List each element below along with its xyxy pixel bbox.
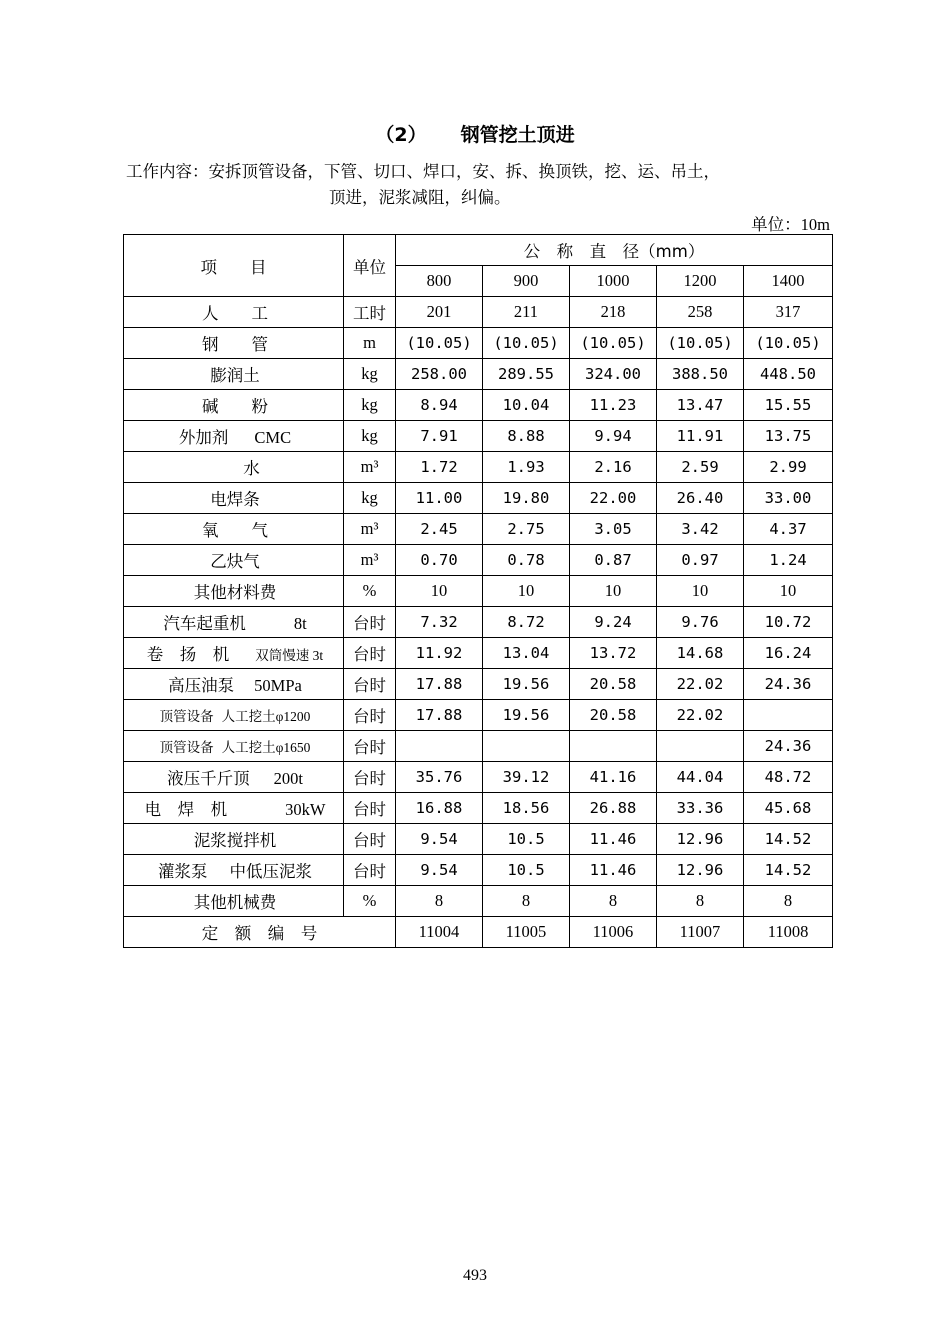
row-unit: kg (344, 359, 396, 390)
row-item-spec: 200t (273, 769, 303, 788)
table-row (124, 421, 833, 452)
row-value: 388.50 (657, 359, 744, 390)
row-value: 39.12 (483, 762, 570, 793)
row-value: 4.37 (744, 514, 833, 545)
row-value: 11.46 (570, 824, 657, 855)
row-value: 22.02 (657, 700, 744, 731)
row-value: (10.05) (483, 328, 570, 359)
row-value: 33.00 (744, 483, 833, 514)
row-value: 8.72 (483, 607, 570, 638)
row-unit: 台时 (344, 638, 396, 669)
row-item-spec: 50MPa (254, 676, 302, 695)
row-unit: % (344, 886, 396, 917)
row-item-name: 灌浆泵 (158, 862, 208, 881)
row-value: 16.88 (396, 793, 483, 824)
quota-code: 11007 (657, 917, 744, 948)
row-item (124, 545, 344, 576)
row-item-name: 汽车起重机 (163, 614, 246, 633)
row-item (124, 359, 344, 390)
row-value: 41.16 (570, 762, 657, 793)
row-unit: 工时 (344, 297, 396, 328)
row-unit: 台时 (344, 855, 396, 886)
row-value: 11.92 (396, 638, 483, 669)
row-item (124, 607, 344, 638)
row-item-name: 其他材料费 (193, 583, 277, 602)
row-value: 258 (657, 297, 744, 328)
page-number: 493 (463, 1267, 487, 1284)
row-value: 19.80 (483, 483, 570, 514)
row-value: 8.88 (483, 421, 570, 452)
row-value: 35.76 (396, 762, 483, 793)
row-item-name: 膨润土 (210, 366, 260, 385)
quota-code: 11006 (570, 917, 657, 948)
row-unit: m³ (344, 545, 396, 576)
row-value: 8 (657, 886, 744, 917)
row-unit: 台时 (344, 824, 396, 855)
row-value: 10.5 (483, 824, 570, 855)
row-value: 0.97 (657, 545, 744, 576)
row-value: 17.88 (396, 669, 483, 700)
table-row (124, 824, 833, 855)
row-unit: 台时 (344, 700, 396, 731)
row-item-name: 其他机械费 (193, 893, 277, 912)
row-value: 10 (657, 576, 744, 607)
row-item (124, 452, 344, 483)
row-item (124, 824, 344, 855)
unit-note-value: 10m (800, 215, 830, 234)
table-row (124, 700, 833, 731)
header-diameter: 900 (483, 266, 570, 297)
row-item-spec: 人工挖土φ1200 (221, 709, 311, 724)
row-value: 10 (570, 576, 657, 607)
row-value: 9.54 (396, 855, 483, 886)
quota-code: 11008 (744, 917, 833, 948)
row-unit: 台时 (344, 731, 396, 762)
row-value: 19.56 (483, 669, 570, 700)
row-item-spec: 中低压泥浆 (229, 862, 312, 881)
row-value: 1.24 (744, 545, 833, 576)
row-value: 9.94 (570, 421, 657, 452)
row-value: 14.68 (657, 638, 744, 669)
quota-code-label: 定 额 编 号 (124, 917, 396, 948)
table-row (124, 638, 833, 669)
row-value: 22.00 (570, 483, 657, 514)
row-value: 324.00 (570, 359, 657, 390)
section-heading: 钢管挖土顶进 (460, 124, 575, 146)
row-value: 12.96 (657, 855, 744, 886)
row-item-name: 泥浆搅拌机 (193, 831, 277, 850)
row-item (124, 731, 344, 762)
row-item-name: 顶管设备 (159, 740, 214, 756)
row-item-name: 电 焊 机 (144, 800, 228, 819)
row-value: 8 (570, 886, 657, 917)
row-value: 45.68 (744, 793, 833, 824)
row-value: (10.05) (396, 328, 483, 359)
row-value: 11.00 (396, 483, 483, 514)
row-value: 8 (744, 886, 833, 917)
row-value: 48.72 (744, 762, 833, 793)
quota-table (123, 234, 833, 948)
row-value: 3.42 (657, 514, 744, 545)
row-value: 7.91 (396, 421, 483, 452)
row-item (124, 855, 344, 886)
row-value: 14.52 (744, 855, 833, 886)
row-item-name: 氧 气 (202, 521, 268, 540)
table-body (124, 297, 833, 917)
header-diameter: 1400 (744, 266, 833, 297)
row-unit: m³ (344, 452, 396, 483)
row-item-name: 电焊条 (210, 490, 260, 509)
table-row (124, 886, 833, 917)
row-value: 218 (570, 297, 657, 328)
row-value: 0.87 (570, 545, 657, 576)
row-value: 10 (744, 576, 833, 607)
row-value (744, 700, 833, 731)
table-row (124, 576, 833, 607)
row-value: 10 (483, 576, 570, 607)
row-value: 11.91 (657, 421, 744, 452)
row-item (124, 483, 344, 514)
row-unit: 台时 (344, 669, 396, 700)
row-unit: 台时 (344, 607, 396, 638)
header-unit: 单位 (344, 235, 396, 297)
row-item-name: 液压千斤顶 (167, 769, 250, 788)
row-unit: % (344, 576, 396, 607)
row-value (396, 731, 483, 762)
row-value: 10.72 (744, 607, 833, 638)
row-item (124, 297, 344, 328)
row-value: 10.5 (483, 855, 570, 886)
table-row (124, 514, 833, 545)
row-value: 9.76 (657, 607, 744, 638)
table-row (124, 607, 833, 638)
table-row (124, 545, 833, 576)
row-value: 8.94 (396, 390, 483, 421)
row-value: 20.58 (570, 669, 657, 700)
row-value: 11.23 (570, 390, 657, 421)
row-value: 10.04 (483, 390, 570, 421)
row-value: 14.52 (744, 824, 833, 855)
row-value: 3.05 (570, 514, 657, 545)
work-content-line-2: 顶进，泥浆减阻，纠偏。 (329, 188, 511, 207)
row-value: (10.05) (744, 328, 833, 359)
row-unit: 台时 (344, 762, 396, 793)
row-value: 201 (396, 297, 483, 328)
row-value: 7.32 (396, 607, 483, 638)
row-item (124, 762, 344, 793)
row-value (570, 731, 657, 762)
header-diameter-group: 公 称 直 径（mm） (396, 235, 833, 266)
row-item (124, 886, 344, 917)
table-row (124, 390, 833, 421)
row-item (124, 793, 344, 824)
table-header-row (124, 235, 833, 266)
row-value: 18.56 (483, 793, 570, 824)
row-value: 26.88 (570, 793, 657, 824)
header-item: 项 目 (124, 235, 344, 297)
row-value: 0.78 (483, 545, 570, 576)
row-item-name: 乙炔气 (210, 552, 260, 571)
row-value: 1.72 (396, 452, 483, 483)
header-diameter: 800 (396, 266, 483, 297)
table-row (124, 855, 833, 886)
row-value: 2.99 (744, 452, 833, 483)
row-item-spec: CMC (254, 428, 292, 447)
table-row (124, 359, 833, 390)
row-value: 8 (396, 886, 483, 917)
quota-code: 11005 (483, 917, 570, 948)
row-value: 16.24 (744, 638, 833, 669)
row-value: 289.55 (483, 359, 570, 390)
row-unit: 台时 (344, 793, 396, 824)
table-row (124, 297, 833, 328)
row-value: 0.70 (396, 545, 483, 576)
row-value: 1.93 (483, 452, 570, 483)
row-item-name: 钢 管 (202, 335, 268, 354)
section-number: （2） (375, 124, 427, 146)
row-unit: kg (344, 421, 396, 452)
row-value: 258.00 (396, 359, 483, 390)
row-value: 211 (483, 297, 570, 328)
row-value: 2.59 (657, 452, 744, 483)
table-row (124, 762, 833, 793)
row-item (124, 390, 344, 421)
header-diameter: 1200 (657, 266, 744, 297)
row-value: 26.40 (657, 483, 744, 514)
row-value (657, 731, 744, 762)
unit-note (751, 211, 830, 235)
row-value: 10 (396, 576, 483, 607)
row-value: 33.36 (657, 793, 744, 824)
row-item (124, 669, 344, 700)
row-item-name: 人 工 (202, 304, 268, 323)
row-value: 8 (483, 886, 570, 917)
row-value: 2.75 (483, 514, 570, 545)
row-item-name: 卷 扬 机 (146, 645, 230, 664)
table-row (124, 731, 833, 762)
row-value: 11.46 (570, 855, 657, 886)
quota-code: 11004 (396, 917, 483, 948)
row-item-spec: 双筒慢速 3t (255, 648, 324, 663)
row-item (124, 700, 344, 731)
row-value: 13.47 (657, 390, 744, 421)
row-value: 9.54 (396, 824, 483, 855)
row-item-name: 水 (210, 459, 260, 478)
row-value: 317 (744, 297, 833, 328)
row-item (124, 514, 344, 545)
table-row (124, 328, 833, 359)
row-value: 13.75 (744, 421, 833, 452)
row-item-name: 高压油泵 (168, 676, 235, 695)
row-item (124, 638, 344, 669)
table-row (124, 669, 833, 700)
unit-note-prefix: 单位： (751, 215, 801, 234)
row-value: 44.04 (657, 762, 744, 793)
row-item-spec: 8t (293, 614, 307, 633)
row-value: (10.05) (570, 328, 657, 359)
table-row (124, 452, 833, 483)
row-item (124, 576, 344, 607)
row-value: 2.16 (570, 452, 657, 483)
row-item-spec: 人工挖土φ1650 (221, 740, 311, 755)
row-value: 15.55 (744, 390, 833, 421)
row-value: 19.56 (483, 700, 570, 731)
row-value: (10.05) (657, 328, 744, 359)
row-value: 22.02 (657, 669, 744, 700)
row-item (124, 328, 344, 359)
row-item-name: 外加剂 (178, 428, 229, 447)
row-value: 9.24 (570, 607, 657, 638)
row-value: 13.72 (570, 638, 657, 669)
row-value: 2.45 (396, 514, 483, 545)
header-diameter: 1000 (570, 266, 657, 297)
row-item-name: 碱 粉 (202, 397, 268, 416)
row-value (483, 731, 570, 762)
row-value: 24.36 (744, 669, 833, 700)
row-value: 448.50 (744, 359, 833, 390)
row-item-spec: 30kW (285, 800, 326, 819)
row-value: 20.58 (570, 700, 657, 731)
row-item-name: 顶管设备 (159, 709, 214, 725)
row-unit: kg (344, 390, 396, 421)
section-title (0, 120, 950, 147)
row-value: 12.96 (657, 824, 744, 855)
row-value: 17.88 (396, 700, 483, 731)
row-value: 24.36 (744, 731, 833, 762)
table-row (124, 483, 833, 514)
work-content-line-1: 工作内容：安拆顶管设备，下管、切口、焊口，安、拆、换顶铁，挖、运、吊土， (126, 162, 720, 181)
row-item (124, 421, 344, 452)
row-unit: m (344, 328, 396, 359)
row-unit: m³ (344, 514, 396, 545)
quota-code-row (124, 917, 833, 948)
table-row (124, 793, 833, 824)
row-unit: kg (344, 483, 396, 514)
row-value: 13.04 (483, 638, 570, 669)
